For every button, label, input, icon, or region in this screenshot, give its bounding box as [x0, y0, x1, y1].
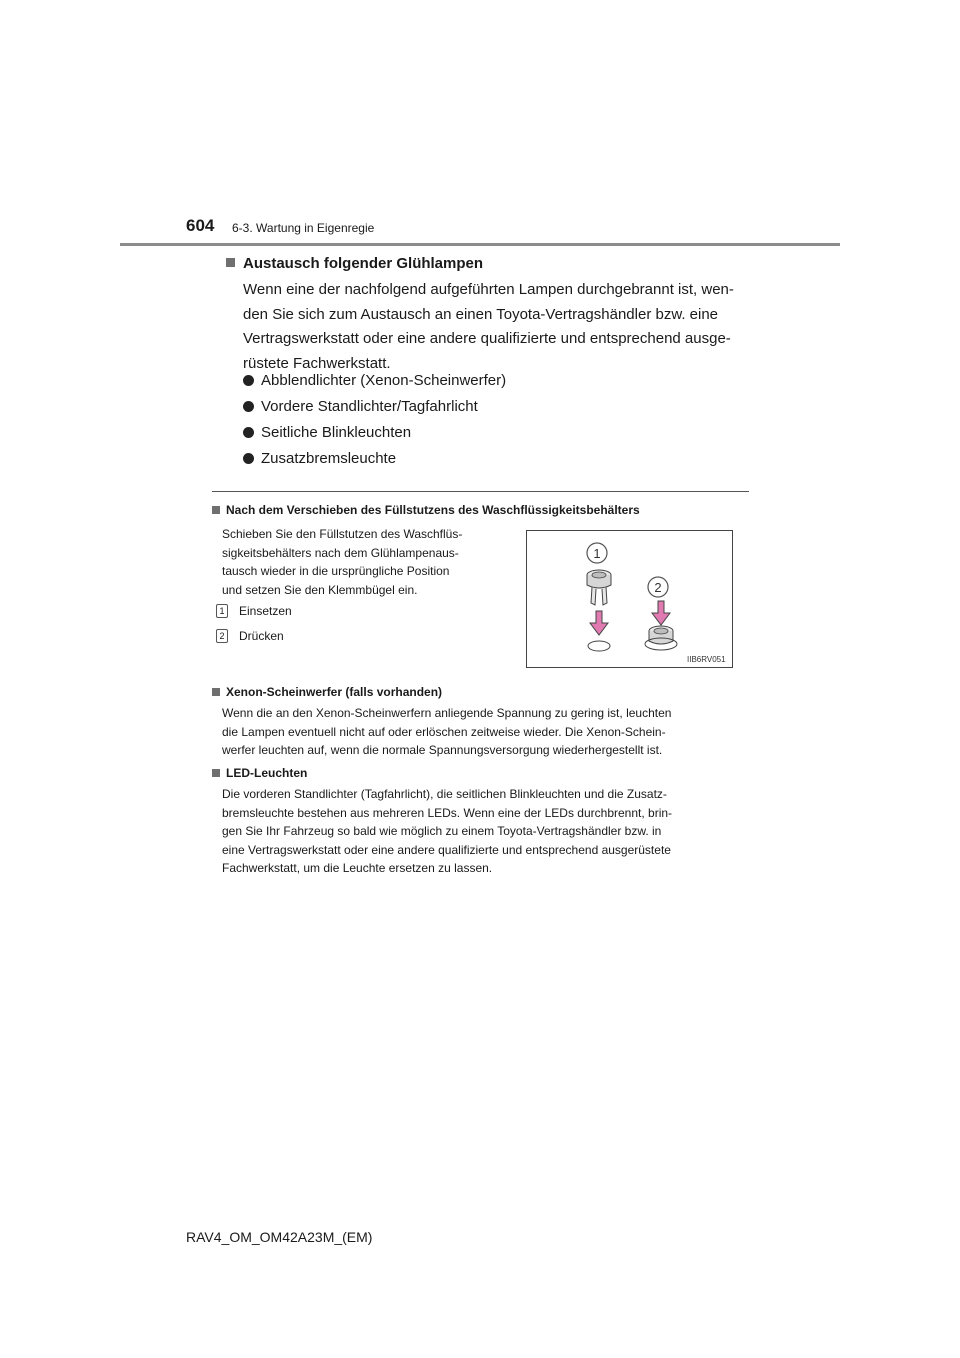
down-arrow-icon — [590, 611, 608, 635]
xenon-text: Wenn die an den Xenon-Scheinwerfern anliegende Spannung zu gering ist, leuchten die Lampen eventuell nicht auf oder erlöschen zeitweise wieder. Die Xenon-Schein- werfer leuchten auf, wenn die normale Spannungsversorgung wiederhergestellt ist. — [222, 706, 672, 757]
document-code: RAV4_OM_OM42A23M_(EM) — [186, 1229, 373, 1245]
intro-line: Wenn eine der nachfolgend aufgeführten Lampen durchgebrannt ist, wen- — [243, 281, 734, 298]
square-bullet-icon — [212, 506, 220, 514]
figure-code: IIB6RV051 — [687, 655, 726, 664]
section-heading-text: Austausch folgender Glühlampen — [243, 255, 484, 272]
subsection-rule — [212, 491, 749, 492]
intro-line: rüstete Fachwerkstatt. — [243, 354, 391, 372]
subsection-heading-led: LED-Leuchten — [212, 766, 307, 780]
lamp-list — [243, 368, 506, 471]
square-bullet-icon — [212, 688, 220, 696]
down-arrow-icon — [652, 601, 670, 625]
list-item: Vordere Standlichter/Tagfahrlicht — [243, 394, 506, 420]
intro-line: Vertragswerkstatt oder eine andere qualifizierte und entsprechend ausge- — [243, 330, 731, 347]
square-bullet-icon — [226, 258, 235, 267]
round-bullet-icon — [243, 427, 254, 438]
list-item: Abblendlichter (Xenon-Scheinwerfer) — [243, 368, 506, 394]
header-rule — [120, 243, 840, 246]
list-item: Zusatzbremsleuchte — [243, 445, 506, 471]
callout-1-number: 1 — [593, 546, 601, 561]
filler-text: Schieben Sie den Füllstutzen des Waschflüs- sigkeitsbehälters nach dem Glühlampenaus- tausch wieder in die ursprüngliche Position und setzen Sie den Klemmbügel ein. — [222, 527, 463, 597]
mounting-hole-icon — [588, 641, 610, 651]
installed-clip-icon — [645, 626, 677, 650]
step-number-badge: 2 — [216, 629, 228, 643]
subsection-heading-filler: Nach dem Verschieben des Füllstutzens des Waschflüssigkeitsbehälters — [212, 503, 640, 517]
square-bullet-icon — [212, 769, 220, 777]
intro-paragraph — [243, 278, 743, 376]
step-number-badge: 1 — [216, 604, 228, 618]
intro-line: den Sie sich zum Austausch an einen Toyota-Vertragshändler bzw. eine — [243, 305, 719, 323]
step-2-label: 2 Drücken — [216, 629, 284, 643]
section-reference: 6-3. Wartung in Eigenregie — [232, 221, 375, 235]
round-bullet-icon — [243, 375, 254, 386]
clip-diagram — [527, 531, 732, 667]
page-number: 604 — [186, 216, 215, 235]
round-bullet-icon — [243, 453, 254, 464]
led-text: Die vorderen Standlichter (Tagfahrlicht), die seitlichen Blinkleuchten und die Zusatz- bremsleuchte bestehen aus mehreren LEDs. Wenn eine der LEDs durchbrennt, brin- gen Sie Ihr Fahrzeug so bald wie möglich zu einem Toyota-Vertragshändler bzw. in eine Vertragswerkstatt oder eine andere qualifizierte und entsprechend ausgerüstete Fachwerkstatt, um die Leuchte ersetzen zu lassen. — [222, 787, 673, 875]
subsection-heading-xenon: Xenon-Scheinwerfer (falls vorhanden) — [212, 685, 442, 699]
illustration-filler-clip — [526, 530, 733, 668]
clip-part-icon — [587, 570, 611, 605]
step-1-label: 1 Einsetzen — [216, 604, 292, 618]
section-heading — [226, 255, 483, 272]
round-bullet-icon — [243, 401, 254, 412]
callout-2-number: 2 — [654, 580, 662, 595]
list-item: Seitliche Blinkleuchten — [243, 420, 506, 446]
